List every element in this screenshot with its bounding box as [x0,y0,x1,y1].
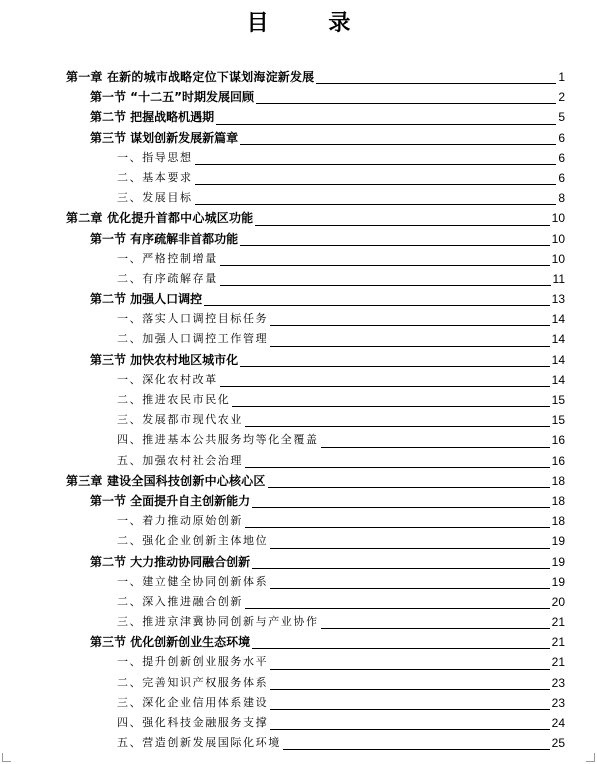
toc-entry-item[interactable] [0,329,597,349]
toc-entry-title: 三、发展目标 [117,188,195,208]
toc-page-number: 13 [550,289,565,309]
toc-entry-section[interactable] [0,491,597,511]
toc-entry-title: 二、加强人口调控工作管理 [117,329,270,349]
toc-entry-title: 一、深化农村改革 [117,370,220,390]
toc-entry-item[interactable] [0,269,597,289]
toc-entry-title: 二、深入推进融合创新 [117,592,245,612]
toc-entry-item[interactable] [0,370,597,390]
toc-page-number: 18 [550,471,565,491]
toc-entry-section[interactable] [0,350,597,370]
toc-entry-title: 第二节 把握战略机遇期 [90,107,216,127]
toc-page-number: 10 [550,249,565,269]
toc-entry-item[interactable] [0,410,597,430]
table-of-contents [0,67,597,753]
toc-entry-item[interactable] [0,612,597,632]
toc-page-number: 16 [550,451,565,471]
page-title: 目 录 [246,11,377,36]
toc-page-number: 18 [550,511,565,531]
toc-entry-item[interactable] [0,249,597,269]
toc-entry-title: 第三节 优化创新创业生态环境 [90,632,252,652]
toc-page-number: 23 [550,673,565,693]
toc-entry-title: 五、加强农村社会治理 [117,451,245,471]
toc-entry-title: 第一节 有序疏解非首都功能 [90,229,240,249]
toc-page-number: 21 [550,632,565,652]
toc-entry-title: 二、有序疏解存量 [117,269,220,289]
toc-entry-item[interactable] [0,451,597,471]
toc-entry-title: 二、基本要求 [117,168,195,188]
toc-entry-title: 第三章 建设全国科技创新中心核心区 [66,471,268,491]
toc-entry-item[interactable] [0,430,597,450]
toc-page-number: 14 [550,370,565,390]
toc-entry-item[interactable] [0,531,597,551]
toc-entry-title: 第一章 在新的城市战略定位下谋划海淀新发展 [66,67,316,87]
toc-entry-title: 第一节 “十二五”时期发展回顾 [90,87,256,107]
toc-entry-title: 一、建立健全协同创新体系 [117,572,270,592]
page-corner-mark [586,753,595,762]
page-corner-mark [2,753,11,762]
toc-entry-title: 第二节 加强人口调控 [90,289,204,309]
toc-page-number: 6 [556,148,565,168]
toc-page-number: 8 [556,188,565,208]
toc-page-number: 23 [550,693,565,713]
toc-page-number: 1 [556,67,565,87]
toc-entry-title: 一、着力推动原始创新 [117,511,245,531]
toc-entry-item[interactable] [0,511,597,531]
toc-entry-title: 一、落实人口调控目标任务 [117,309,270,329]
toc-entry-title: 二、推进农民市民化 [117,390,232,410]
toc-entry-item[interactable] [0,673,597,693]
toc-page-number: 24 [550,713,565,733]
toc-entry-title: 第二节 大力推动协同融合创新 [90,552,252,572]
toc-page-number: 5 [556,107,565,127]
toc-entry-item[interactable] [0,572,597,592]
toc-entry-section[interactable] [0,552,597,572]
toc-entry-section[interactable] [0,87,597,107]
toc-entry-chapter[interactable] [0,471,597,491]
toc-page-number: 19 [550,572,565,592]
toc-entry-item[interactable] [0,390,597,410]
toc-entry-title: 四、强化科技金融服务支撑 [117,713,270,733]
toc-entry-title: 三、发展都市现代农业 [117,410,245,430]
toc-entry-title: 一、提升创新创业服务水平 [117,652,270,672]
toc-entry-item[interactable] [0,652,597,672]
toc-page-number: 20 [550,592,565,612]
toc-entry-title: 四、推进基本公共服务均等化全覆盖 [117,430,321,450]
toc-entry-title: 第一节 全面提升自主创新能力 [90,491,252,511]
toc-page-number: 14 [550,309,565,329]
toc-entry-title: 第三节 谋划创新发展新篇章 [90,128,240,148]
toc-entry-title: 三、推进京津冀协同创新与产业协作 [117,612,321,632]
toc-page-number: 2 [556,87,565,107]
toc-entry-item[interactable] [0,309,597,329]
toc-page-number: 10 [550,229,565,249]
toc-entry-item[interactable] [0,592,597,612]
toc-entry-section[interactable] [0,128,597,148]
toc-entry-title: 二、强化企业创新主体地位 [117,531,270,551]
toc-entry-section[interactable] [0,107,597,127]
toc-page-number: 16 [550,430,565,450]
toc-entry-title: 三、深化企业信用体系建设 [117,693,270,713]
toc-entry-item[interactable] [0,188,597,208]
toc-entry-chapter[interactable] [0,208,597,228]
toc-page-number: 11 [551,269,565,289]
toc-entry-title: 二、完善知识产权服务体系 [117,673,270,693]
toc-page-number: 15 [550,410,565,430]
toc-page-number: 14 [550,329,565,349]
toc-page-number: 6 [556,168,565,188]
toc-page-number: 6 [556,128,565,148]
toc-entry-title: 第三节 加快农村地区城市化 [90,350,240,370]
toc-entry-title: 五、营造创新发展国际化环境 [117,733,283,753]
toc-page-number: 21 [550,612,565,632]
toc-page-number: 19 [550,552,565,572]
toc-page-number: 15 [550,390,565,410]
toc-entry-section[interactable] [0,229,597,249]
toc-entry-section[interactable] [0,632,597,652]
toc-page-number: 25 [550,733,565,753]
toc-page-number: 18 [550,491,565,511]
toc-page-number: 10 [550,208,565,228]
toc-entry-section[interactable] [0,289,597,309]
toc-entry-title: 一、指导思想 [117,148,195,168]
toc-page-number: 14 [550,350,565,370]
toc-entry-item[interactable] [0,693,597,713]
toc-entry-item[interactable] [0,713,597,733]
toc-entry-chapter[interactable] [0,67,597,87]
toc-page-number: 21 [550,652,565,672]
toc-entry-title: 第二章 优化提升首都中心城区功能 [66,208,255,228]
toc-entry-title: 一、严格控制增量 [117,249,220,269]
toc-page-number: 19 [550,531,565,551]
toc-entry-item[interactable] [0,148,597,168]
toc-entry-item[interactable] [0,168,597,188]
toc-entry-item[interactable] [0,733,597,753]
